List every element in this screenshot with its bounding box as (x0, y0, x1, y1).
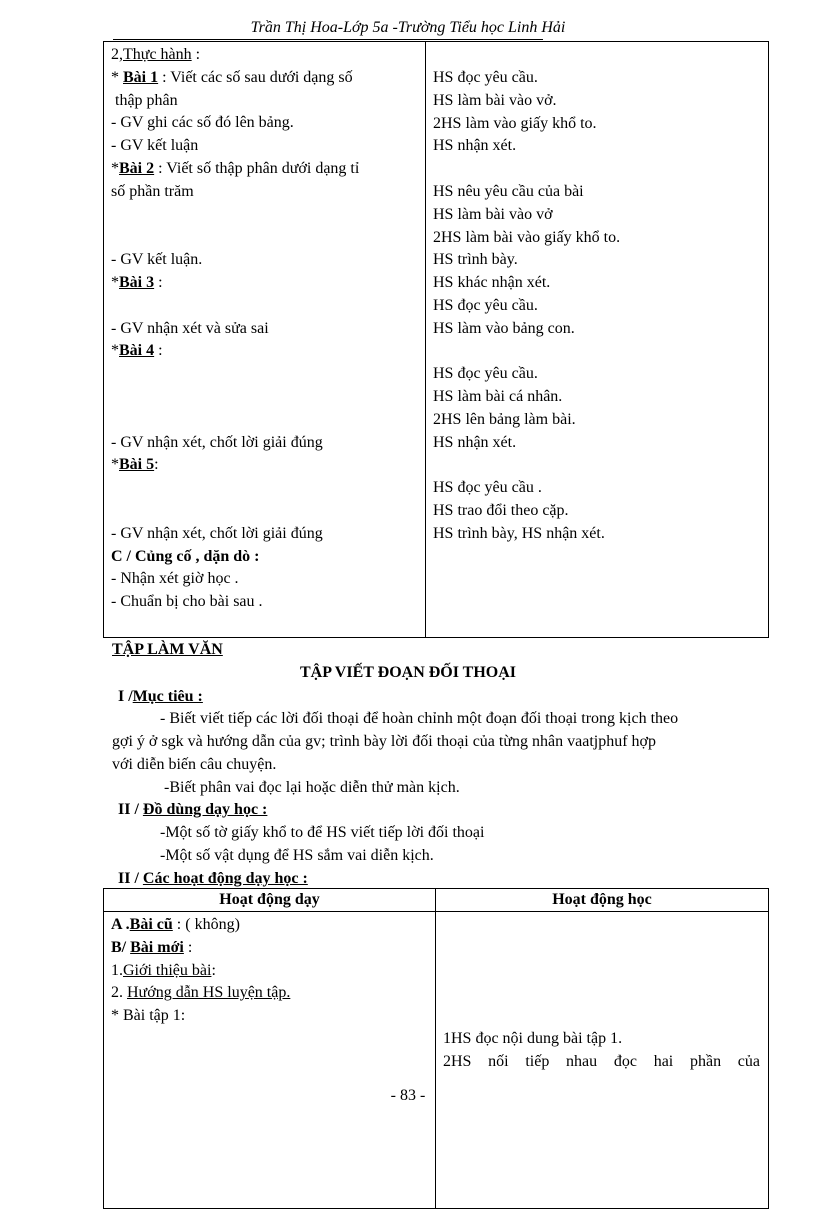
learning-column-header: Hoạt động học (436, 889, 769, 912)
materials-item-2: -Một số vật dụng để HS sắm vai diễn kịch. (160, 847, 434, 864)
subject-heading: TẬP LÀM VĂN (112, 641, 223, 658)
activities-heading: II / Các hoạt động dạy học : (118, 870, 308, 887)
lesson-title: TẬP VIẾT ĐOẠN ĐỐI THOẠI (299, 664, 517, 681)
header-rule (113, 39, 543, 40)
teaching-column-header: Hoạt động dạy (104, 889, 436, 912)
activity-table-1 (103, 41, 769, 638)
page-number: - 83 - (390, 1087, 426, 1104)
teaching-activities-cell: A .Bài cũ : ( không) B/ Bài mới : 1.Giới thiệu bài: 2. Hướng dẫn HS luyện tập. * Bài tập 1: (104, 912, 436, 1209)
student-activities-cell: HS đọc yêu cầu. HS làm bài vào vở. 2HS làm vào giấy khổ to. HS nhận xét. HS nêu yêu cầu của bài HS làm bài vào vở 2HS làm bài vào giấy khổ to. HS trình bày. HS khác nhận xét. HS đọc yêu cầu. HS làm vào bảng con. HS đọc yêu cầu. HS làm bài cá nhân. 2HS lên bảng làm bài. HS nhận xét. HS đọc yêu cầu . HS trao đổi theo cặp. HS trình bày, HS nhận xét. (426, 42, 769, 638)
page-header: Trần Thị Hoa-Lớp 5a -Trường Tiểu học Linh Hải (250, 19, 566, 36)
objectives-line-1: - Biết viết tiếp các lời đối thoại để hoàn chỉnh một đoạn đối thoại trong kịch theo (160, 710, 679, 727)
learning-activities-cell: 1HS đọc nội dung bài tập 1. 2HS nối tiếp nhau đọc hai phần của (436, 912, 769, 1209)
objectives-heading: I /Mục tiêu : (118, 688, 203, 705)
objectives-line-3: với diễn biến câu chuyện. (112, 756, 277, 773)
materials-heading: II / Đồ dùng dạy học : (118, 801, 268, 818)
objectives-line-4: -Biết phân vai đọc lại hoặc diễn thử màn kịch. (164, 779, 460, 796)
activity-table-2 (103, 888, 769, 1209)
teacher-activities-cell: 2,Thực hành : * Bài 1 : Viết các số sau dưới dạng số thập phân - GV ghi các số đó lên bảng. - GV kết luận *Bài 2 : Viết số thập phân dưới dạng tỉ số phần trăm - GV kết luận. *Bài 3 : - GV nhận xét và sửa sai *Bài 4 : - GV nhận xét, chốt lời giải đúng *Bài 5: - GV nhận xét, chốt lời giải đúng C / Củng cố , dặn dò : - Nhận xét giờ học . - Chuẩn bị cho bài sau . (104, 42, 426, 638)
materials-item-1: -Một số tờ giấy khổ to để HS viết tiếp lời đối thoại (160, 824, 485, 841)
objectives-line-2: gợi ý ở sgk và hướng dẫn của gv; trình bày lời đối thoại của từng nhân vaatjphuf hợp (112, 733, 656, 750)
